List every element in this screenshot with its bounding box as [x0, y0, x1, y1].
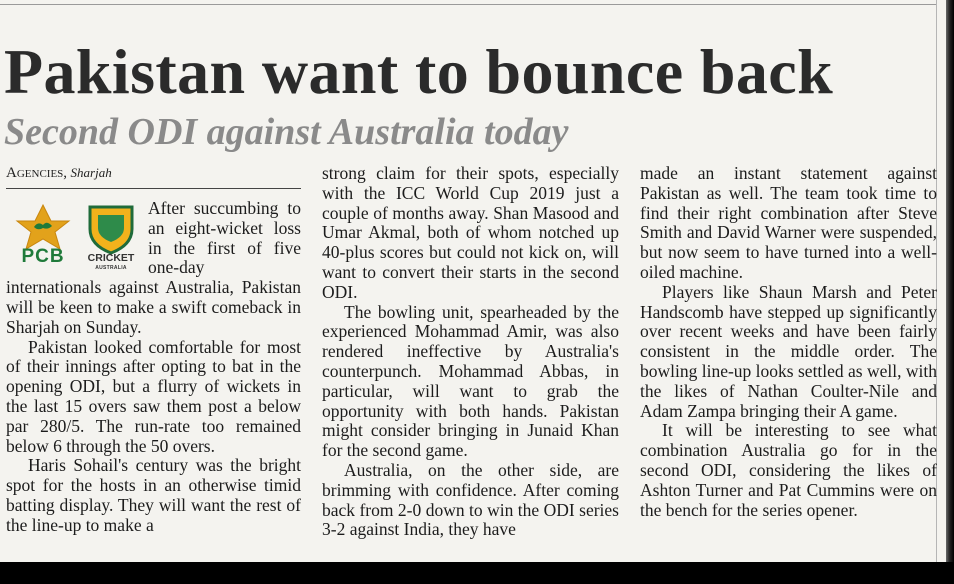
paragraph: Pakistan looked comfortable for most of their innings after opting to bat in the opening ODI, but a flurry of wickets in the last 15 overs saw them post a below par 280/5. The run-rate too remained below 6 through the 50 overs.	[6, 336, 301, 456]
article-column-3	[640, 164, 937, 520]
paragraph: After succumbing to an eight-wicket loss in the first of five one-day internationals against Australia, Pakistan will be keen to make a swift comeback in Sharjah on Sunday.	[6, 198, 301, 337]
ca-logo-subtext: AUSTRALIA	[95, 265, 127, 271]
cricket-australia-text	[82, 253, 140, 273]
byline	[6, 162, 301, 189]
article-column-2	[322, 164, 619, 540]
ca-logo-text: CRICKET	[87, 252, 135, 264]
paragraph: Haris Sohail's century was the bright spot for the hosts in an otherwise timid batting display. They will want the rest of the line-up to make a	[6, 455, 301, 535]
pcb-logo-text: PCB	[21, 246, 65, 267]
paragraph: made an instant statement against Pakistan as well. The team took time to find their right combination after Steve Smith and David Warner were suspended, but now seem to have turned into a well-oiled machine.	[640, 163, 937, 282]
paragraph: Players like Shaun Marsh and Peter Handscomb have stepped up significantly over recent weeks and have been fairly consistent in the middle order. The bowling line-up looks settled as well, with the likes of Nathan Coulter-Nile and Adam Zampa bringing their A game.	[640, 281, 937, 421]
page-edge-shadow	[946, 0, 954, 562]
paragraph: Australia, on the other side, are brimming with confidence. After coming back from 2-0 down to win the ODI series 3-2 against India, they have	[322, 459, 619, 540]
team-logos	[6, 203, 140, 271]
bottom-black-bar	[0, 562, 954, 584]
article-column-1	[6, 162, 301, 536]
paragraph: The bowling unit, spearheaded by the experienced Mohammad Amir, was also rendered ineffective by Australia's counterpunch. Mohammad Abbas, in particular, will want to grab the opportunity with both hands. Pakistan might consider bringing in Junaid Khan for the second game.	[322, 301, 619, 461]
article-subheadline: Second ODI against Australia today	[4, 111, 569, 153]
byline-place: Sharjah	[70, 165, 112, 180]
paragraph: It will be interesting to see what combination Australia go for in the second ODI, considering the likes of Ashton Turner and Pat Cummins were on the bench for the series opener.	[640, 420, 937, 520]
byline-agency: Agencies,	[6, 165, 68, 181]
article-headline: Pakistan want to bounce back	[4, 36, 834, 107]
top-rule	[0, 4, 936, 5]
paragraph: strong claim for their spots, especially with the ICC World Cup 2019 just a couple of months away. Shan Masood and Umar Akmal, both of whom notched up 40-plus scores but could not kick on, will want to convert their starts in the second ODI.	[322, 163, 619, 302]
